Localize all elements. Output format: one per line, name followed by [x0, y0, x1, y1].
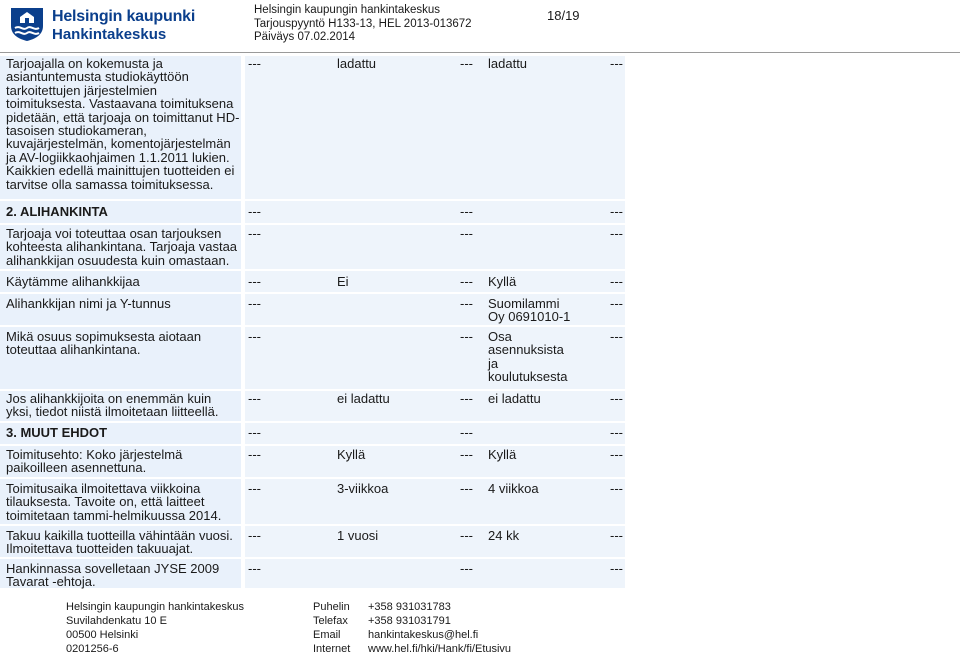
row-label: Toimitusaika ilmoitettava viikkoina tilauksesta. Tavoite on, että laitteet toimitetaan tammi-helmikuussa 2014. [6, 481, 222, 523]
document-header [254, 4, 472, 45]
city-logo [8, 6, 196, 44]
row-cell: Suomilammi Oy 0691010-1 [488, 296, 571, 325]
header-org: Helsingin kaupungin hankintakeskus [254, 4, 441, 16]
row-divider [0, 477, 626, 479]
row-cell: ladattu [488, 56, 528, 71]
row-cell: Kyllä [488, 447, 517, 462]
row-cell: --- [248, 274, 261, 289]
row-cell: --- [248, 528, 261, 543]
section-heading: 3. MUUT EHDOT [6, 425, 108, 440]
row-cell: --- [460, 481, 473, 496]
row-cell: ei ladattu [488, 391, 541, 406]
row-cell: 24 kk [488, 528, 520, 543]
row-cell: --- [248, 226, 261, 241]
row-cell: Ei [337, 274, 349, 289]
row-cell: Kyllä [337, 447, 366, 462]
row-divider [0, 524, 626, 526]
row-divider [0, 444, 626, 446]
row-cell: --- [610, 274, 623, 289]
row-cell: --- [248, 204, 261, 219]
footer-line: Suvilahdenkatu 10 E [66, 615, 167, 627]
section-heading: 2. ALIHANKINTA [6, 204, 108, 219]
logo-text-unit: Hankintakeskus [52, 26, 167, 43]
row-label: Takuu kaikilla tuotteilla vähintään vuosi. Ilmoitettava tuotteiden takuuajat. [6, 528, 233, 557]
row-cell: --- [610, 329, 623, 344]
row-cell: --- [610, 481, 623, 496]
footer-contact-values [368, 600, 511, 656]
header-divider [0, 52, 960, 53]
row-cell: --- [460, 425, 473, 440]
row-cell: --- [610, 561, 623, 576]
row-cell: --- [610, 56, 623, 71]
row-label: Jos alihankkijoita on enemmän kuin yksi, tiedot niistä ilmoitetaan liitteellä. [6, 391, 219, 420]
row-cell: --- [248, 447, 261, 462]
row-cell: ladattu [337, 56, 377, 71]
row-cell: --- [248, 296, 261, 311]
row-label: Alihankkijan nimi ja Y-tunnus [6, 296, 171, 311]
footer-fax: +358 931031791 [368, 615, 451, 627]
row-cell: --- [248, 425, 261, 440]
row-label: Hankinnassa sovelletaan JYSE 2009 Tavarat -ehtoja. [6, 561, 220, 590]
footer-address [66, 600, 244, 656]
row-cell: --- [460, 296, 473, 311]
row-cell: --- [248, 56, 261, 71]
row-cell: --- [460, 561, 473, 576]
row-cell: --- [460, 274, 473, 289]
footer-label: Email [313, 629, 341, 641]
row-label: Toimitusehto: Koko järjestelmä paikoilleen asennettuna. [6, 447, 183, 476]
row-divider [0, 325, 626, 327]
row-divider [0, 421, 626, 423]
row-label: Tarjoajalla on kokemusta ja asiantuntemusta studiokäyttöön tarkoitettujen järjestelmien toimituksesta. Vastaavana toimituksena pidetään, että tarjoaja on toimittanut HD-tasoisen studiokameran, kuvajärjestelmän, komentojärjestelmän ja AV-logiikkaohjaimen 1.1.2011 lukien. Kaikkien edellä mainittujen tuotteiden ei tarvitse olla samassa toimituksessa. [6, 56, 240, 192]
row-cell: Kyllä [488, 274, 517, 289]
table-right-margin [626, 56, 960, 588]
footer-website-link[interactable]: www.hel.fi/hki/Hank/fi/Etusivu [368, 643, 512, 655]
row-cell: --- [610, 447, 623, 462]
row-divider [0, 269, 626, 271]
row-cell: Osa asennuksista ja koulutuksesta [488, 329, 568, 385]
row-cell: --- [460, 56, 473, 71]
row-cell: --- [460, 447, 473, 462]
row-cell: --- [460, 329, 473, 344]
row-cell: --- [610, 425, 623, 440]
page-number: 18/19 [547, 8, 580, 23]
row-cell: --- [248, 561, 261, 576]
footer-line: Helsingin kaupungin hankintakeskus [66, 601, 244, 613]
row-divider [0, 223, 626, 225]
row-divider [0, 292, 626, 294]
footer-contact-labels [313, 600, 350, 656]
footer-label: Puhelin [313, 601, 350, 613]
row-cell: 4 viikkoa [488, 481, 539, 496]
row-cell: --- [248, 391, 261, 406]
row-cell: --- [248, 481, 261, 496]
row-cell: ei ladattu [337, 391, 390, 406]
row-cell: 1 vuosi [337, 528, 379, 543]
row-cell: --- [610, 226, 623, 241]
row-cell: --- [460, 204, 473, 219]
row-cell: --- [248, 329, 261, 344]
row-cell: --- [460, 391, 473, 406]
row-cell: --- [610, 391, 623, 406]
footer-label: Internet [313, 643, 351, 655]
row-divider [0, 557, 626, 559]
helsinki-crest-icon [8, 6, 46, 42]
row-cell: 3-viikkoa [337, 481, 389, 496]
header-date: Päiväys 07.02.2014 [254, 31, 356, 43]
row-cell: --- [460, 528, 473, 543]
row-cell: --- [610, 296, 623, 311]
row-divider [0, 199, 626, 201]
header-reference: Tarjouspyyntö H133-13, HEL 2013-013672 [254, 17, 472, 30]
row-label: Käytämme alihankkijaa [6, 274, 140, 289]
row-label: Mikä osuus sopimuksesta aiotaan toteuttaa alihankintana. [6, 329, 202, 358]
logo-text-city: Helsingin kaupunki [52, 8, 196, 25]
footer-line: 00500 Helsinki [66, 629, 139, 641]
row-cell: --- [610, 204, 623, 219]
footer-email-link[interactable]: hankintakeskus@hel.fi [368, 629, 479, 641]
row-cell: --- [610, 528, 623, 543]
footer-phone: +358 931031783 [368, 601, 451, 613]
row-label: Tarjoaja voi toteuttaa osan tarjouksen kohteesta alihankintana. Tarjoaja vastaa alihankkijan osuudesta kuin omastaan. [6, 226, 238, 268]
footer-line: 0201256-6 [66, 643, 119, 655]
row-cell: --- [460, 226, 473, 241]
footer-label: Telefax [313, 615, 348, 627]
